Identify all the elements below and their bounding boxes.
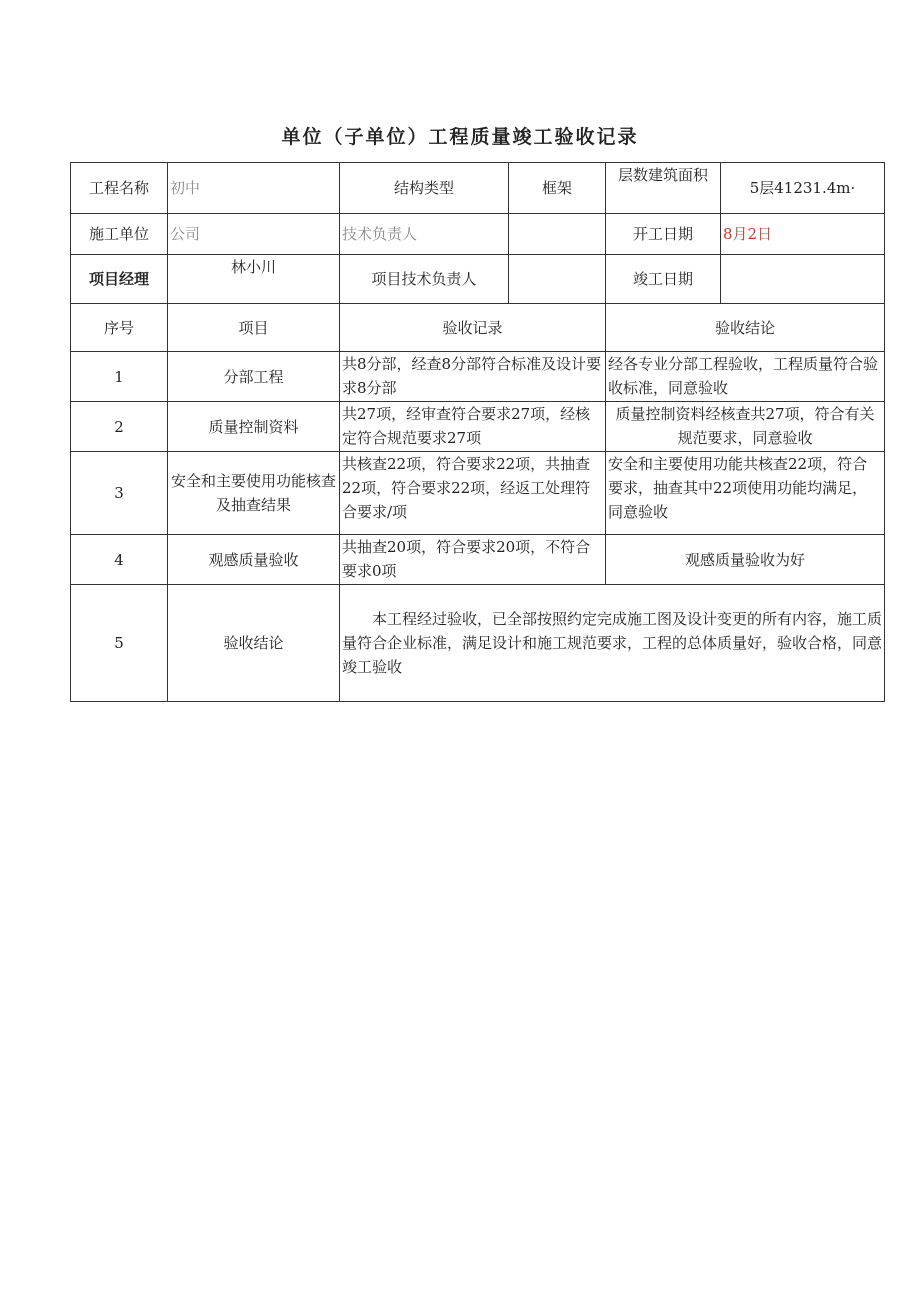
construction-unit-value: 公司 xyxy=(168,214,340,255)
row-no: 4 xyxy=(71,535,168,585)
row-no: 3 xyxy=(71,452,168,535)
col-item-header: 项目 xyxy=(168,304,340,352)
pm-label: 项目经理 xyxy=(71,255,168,304)
row-conclusion: 质量控制资料经核查共27项，符合有关规范要求，同意验收 xyxy=(606,402,885,452)
column-header-row xyxy=(71,304,885,352)
header-row-manager xyxy=(71,255,885,304)
final-conclusion-text: 本工程经过验收，已全部按照约定完成施工图及设计变更的所有内容，施工质量符合企业标准，满足设计和施工规范要求，工程的总体质量好，验收合格，同意竣工验收 xyxy=(340,585,885,702)
col-no-header: 序号 xyxy=(71,304,168,352)
construction-unit-label: 施工单位 xyxy=(71,214,168,255)
start-date-label: 开工日期 xyxy=(606,214,721,255)
table-row xyxy=(71,402,885,452)
pm-value: 林小川 xyxy=(168,255,340,304)
floors-area-value: 5层41231.4m· xyxy=(721,163,885,214)
table-row xyxy=(71,535,885,585)
completion-date-value xyxy=(721,255,885,304)
row-item: 验收结论 xyxy=(168,585,340,702)
project-name-label: 工程名称 xyxy=(71,163,168,214)
row-item: 安全和主要使用功能核查及抽查结果 xyxy=(168,452,340,535)
row-no: 1 xyxy=(71,352,168,402)
tech-lead-label: 技术负责人 xyxy=(340,214,509,255)
row-conclusion: 经各专业分部工程验收，工程质量符合验收标准，同意验收 xyxy=(606,352,885,402)
table-row xyxy=(71,352,885,402)
row-item: 观感质量验收 xyxy=(168,535,340,585)
col-conclusion-header: 验收结论 xyxy=(606,304,885,352)
project-tech-lead-label: 项目技术负责人 xyxy=(340,255,509,304)
row-record: 共核查22项，符合要求22项，共抽查22项，符合要求22项，经返工处理符合要求/项 xyxy=(340,452,606,535)
tech-lead-value xyxy=(509,214,606,255)
row-conclusion: 安全和主要使用功能共核查22项，符合要求，抽查其中22项使用功能均满足，同意验收 xyxy=(606,452,885,535)
col-record-header: 验收记录 xyxy=(340,304,606,352)
header-row-unit xyxy=(71,214,885,255)
project-tech-lead-value xyxy=(509,255,606,304)
row-record: 共抽查20项，符合要求20项，不符合要求0项 xyxy=(340,535,606,585)
table-row xyxy=(71,452,885,535)
project-name-value: 初中 xyxy=(168,163,340,214)
floors-area-label: 层数建筑面积 xyxy=(606,163,721,214)
row-no: 2 xyxy=(71,402,168,452)
row-record: 共8分部，经查8分部符合标准及设计要求8分部 xyxy=(340,352,606,402)
structure-type-value: 框架 xyxy=(509,163,606,214)
row-no: 5 xyxy=(71,585,168,702)
row-conclusion: 观感质量验收为好 xyxy=(606,535,885,585)
document-title: 单位（子单位）工程质量竣工验收记录 xyxy=(281,126,639,148)
row-item: 分部工程 xyxy=(168,352,340,402)
structure-type-label: 结构类型 xyxy=(340,163,509,214)
header-row-project xyxy=(71,163,885,214)
row-item: 质量控制资料 xyxy=(168,402,340,452)
table-row xyxy=(71,585,885,702)
row-record: 共27项，经审查符合要求27项，经核定符合规范要求27项 xyxy=(340,402,606,452)
completion-date-label: 竣工日期 xyxy=(606,255,721,304)
acceptance-record-table xyxy=(70,162,885,702)
start-date-value: 8月2日 xyxy=(721,214,885,255)
